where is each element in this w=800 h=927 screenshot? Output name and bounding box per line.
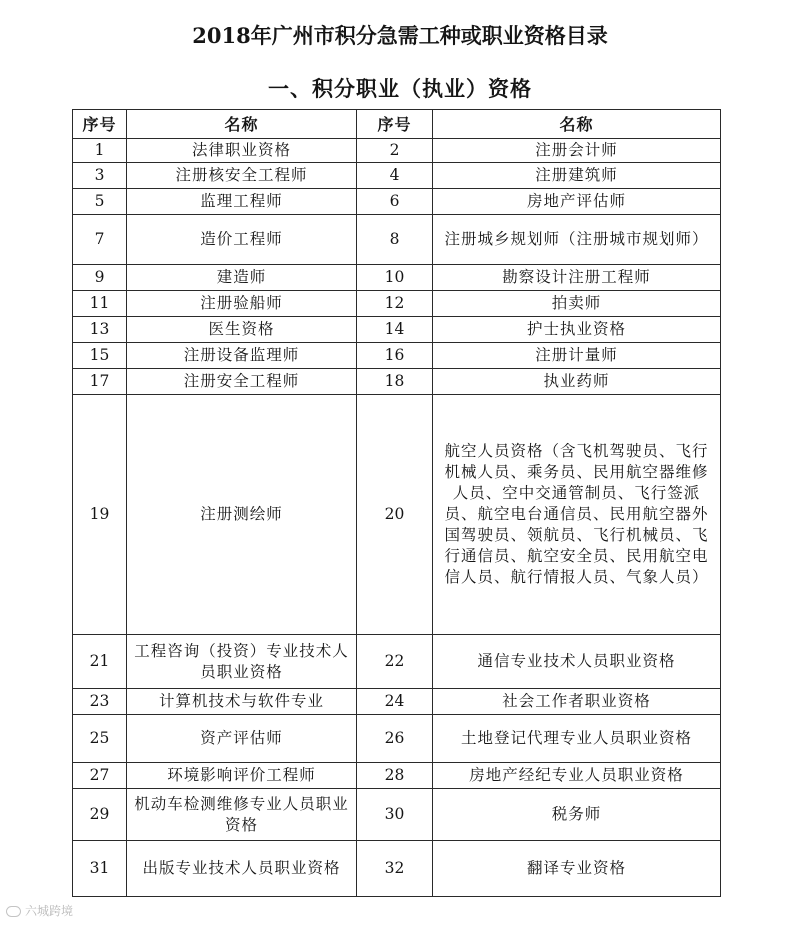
row-name-right: 房地产评估师 [433, 189, 721, 215]
row-name-left: 注册安全工程师 [127, 369, 357, 395]
row-no-right: 8 [357, 215, 433, 265]
row-no-right: 22 [357, 635, 433, 689]
row-no-left: 7 [73, 215, 127, 265]
row-name-left: 注册设备监理师 [127, 343, 357, 369]
row-no-right: 24 [357, 689, 433, 715]
row-name-right: 土地登记代理专业人员职业资格 [433, 715, 721, 763]
table-row [73, 635, 721, 689]
row-name-right: 注册计量师 [433, 343, 721, 369]
row-name-left: 建造师 [127, 265, 357, 291]
row-no-right: 30 [357, 789, 433, 841]
row-name-left: 注册核安全工程师 [127, 163, 357, 189]
row-name-right: 注册会计师 [433, 139, 721, 163]
row-name-right: 税务师 [433, 789, 721, 841]
table-row [73, 789, 721, 841]
table-row [73, 215, 721, 265]
watermark [6, 902, 73, 919]
header-name-left: 名称 [127, 110, 357, 139]
row-no-left: 25 [73, 715, 127, 763]
table-row [73, 763, 721, 789]
row-name-left: 法律职业资格 [127, 139, 357, 163]
row-name-left: 计算机技术与软件专业 [127, 689, 357, 715]
row-name-right: 注册建筑师 [433, 163, 721, 189]
row-no-left: 19 [73, 395, 127, 635]
row-no-right: 16 [357, 343, 433, 369]
row-no-left: 1 [73, 139, 127, 163]
table-row [73, 841, 721, 897]
row-no-right: 26 [357, 715, 433, 763]
table-row [73, 291, 721, 317]
row-name-right: 护士执业资格 [433, 317, 721, 343]
document-title: 2018年广州市积分急需工种或职业资格目录 [192, 23, 608, 48]
row-name-left: 环境影响评价工程师 [127, 763, 357, 789]
row-no-left: 17 [73, 369, 127, 395]
table-row [73, 317, 721, 343]
row-no-left: 13 [73, 317, 127, 343]
section-heading: 一、积分职业（执业）资格 [268, 76, 532, 101]
row-name-left: 工程咨询（投资）专业技术人员职业资格 [127, 635, 357, 689]
row-name-left: 出版专业技术人员职业资格 [127, 841, 357, 897]
row-no-left: 9 [73, 265, 127, 291]
row-no-left: 3 [73, 163, 127, 189]
table-row [73, 689, 721, 715]
table-row [73, 369, 721, 395]
row-no-right: 20 [357, 395, 433, 635]
table-row [73, 343, 721, 369]
row-name-right: 拍卖师 [433, 291, 721, 317]
table-row [73, 265, 721, 291]
header-no-left: 序号 [73, 110, 127, 139]
row-no-left: 27 [73, 763, 127, 789]
row-no-left: 29 [73, 789, 127, 841]
row-name-right: 注册城乡规划师（注册城市规划师） [433, 215, 721, 265]
row-name-right: 翻译专业资格 [433, 841, 721, 897]
header-name-right: 名称 [433, 110, 721, 139]
row-no-left: 11 [73, 291, 127, 317]
row-no-left: 15 [73, 343, 127, 369]
row-name-right: 社会工作者职业资格 [433, 689, 721, 715]
table-row [73, 189, 721, 215]
watermark-icon [6, 906, 21, 917]
table-row [73, 163, 721, 189]
row-name-left: 资产评估师 [127, 715, 357, 763]
row-no-left: 23 [73, 689, 127, 715]
row-name-right: 执业药师 [433, 369, 721, 395]
table-header-row [73, 110, 721, 139]
row-no-right: 18 [357, 369, 433, 395]
row-no-right: 14 [357, 317, 433, 343]
row-name-right: 房地产经纪专业人员职业资格 [433, 763, 721, 789]
watermark-text: 六城跨境 [25, 904, 74, 918]
row-no-left: 21 [73, 635, 127, 689]
row-name-left: 造价工程师 [127, 215, 357, 265]
row-no-left: 5 [73, 189, 127, 215]
qualification-table [72, 109, 721, 897]
row-no-right: 4 [357, 163, 433, 189]
row-name-left: 注册测绘师 [127, 395, 357, 635]
row-no-right: 6 [357, 189, 433, 215]
row-name-left: 医生资格 [127, 317, 357, 343]
row-no-left: 31 [73, 841, 127, 897]
row-no-right: 10 [357, 265, 433, 291]
row-no-right: 28 [357, 763, 433, 789]
row-name-left: 监理工程师 [127, 189, 357, 215]
table-row [73, 139, 721, 163]
row-name-right: 勘察设计注册工程师 [433, 265, 721, 291]
row-no-right: 12 [357, 291, 433, 317]
row-name-right: 航空人员资格（含飞机驾驶员、飞行机械人员、乘务员、民用航空器维修人员、空中交通管制员、飞行签派员、航空电台通信员、民用航空器外国驾驶员、领航员、飞行机械员、飞行通信员、航空安全员、民用航空电信人员、航行情报人员、气象人员） [433, 395, 721, 635]
row-no-right: 2 [357, 139, 433, 163]
header-no-right: 序号 [357, 110, 433, 139]
table-row [73, 715, 721, 763]
row-no-right: 32 [357, 841, 433, 897]
row-name-left: 注册验船师 [127, 291, 357, 317]
table-row [73, 395, 721, 635]
row-name-left: 机动车检测维修专业人员职业资格 [127, 789, 357, 841]
row-name-right: 通信专业技术人员职业资格 [433, 635, 721, 689]
